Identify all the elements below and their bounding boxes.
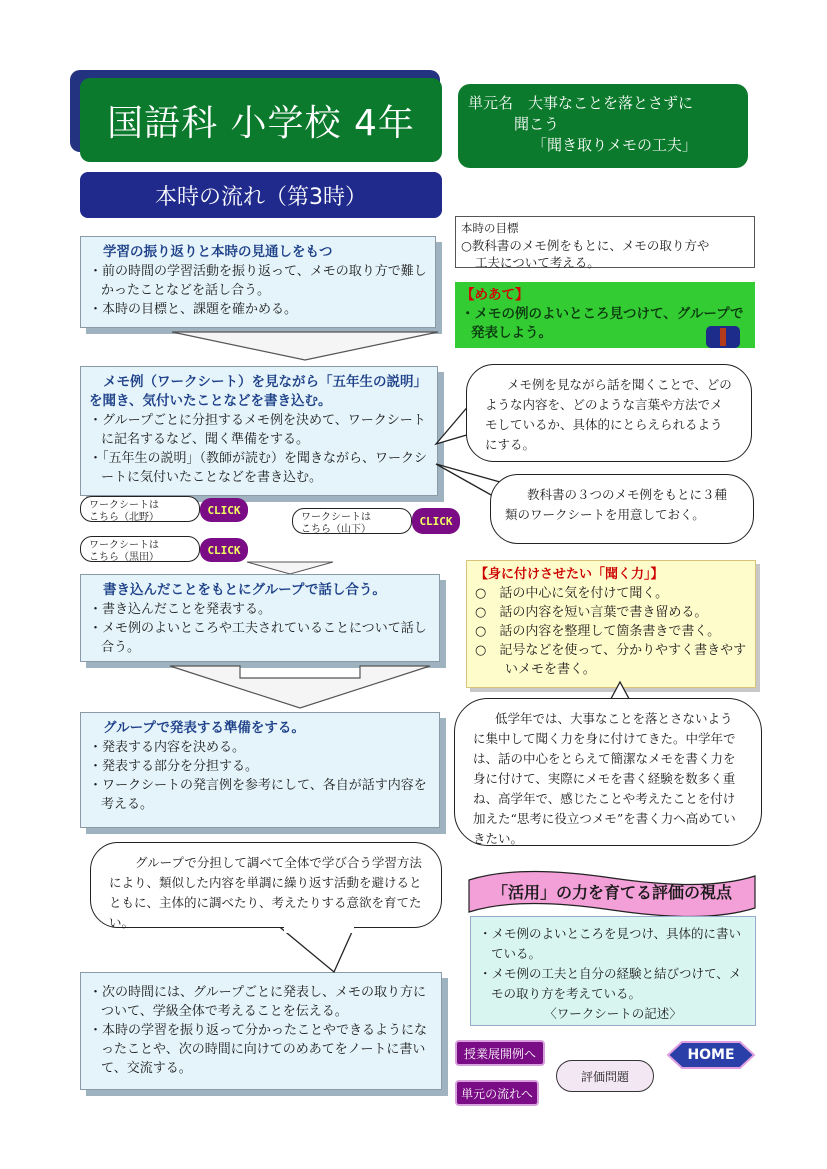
step-4-box: [80, 712, 440, 828]
lesson-example-button[interactable]: 授業展開例へ: [455, 1040, 545, 1066]
bubble-group-learning: グループで分担して調べて全体で学び合う学習方法により、類似した内容を単調に繰り返す活動を避けるとともに、主体的に調べたり、考えたりする意欲を育てたい。: [90, 842, 442, 928]
worksheet-label-text: ワークシートは: [89, 540, 159, 551]
step-item: ・グループごとに分担するメモ例を決めて、ワークシートに記名するなど、聞く準備をする。: [89, 413, 426, 447]
lesson-goal-title: 本時の目標: [461, 221, 519, 235]
worksheet-label-text: こちら（山下）: [301, 524, 371, 535]
worksheet-kitano-click-button[interactable]: CLICK: [200, 498, 248, 522]
lesson-goal-line: 工夫について考える。: [475, 255, 600, 270]
worksheet-label-text: こちら（黒田）: [89, 552, 159, 563]
listening-skill-item: ○ 記号などを使って、分かりやすく書きやすいメモを書く。: [475, 643, 747, 677]
step-item: ・メモ例のよいところや工夫されていることについて話し合う。: [89, 621, 427, 655]
unit-name-line2: 聞こう: [514, 115, 560, 133]
step-heading: 学習の振り返りと本時の見通しをもつ: [103, 244, 333, 260]
step-item: ・本時の学習を振り返って分かったことやできるようになったことや、次の時間に向けてのめあてをノートに書いて、交流する。: [89, 1023, 428, 1076]
unit-name-line3: 「聞き取りメモの工夫」: [532, 136, 698, 154]
meate-head: 【めあて】: [461, 287, 529, 303]
unit-name-line1: 単元名 大事なことを落とさずに: [468, 94, 694, 112]
book-icon: [706, 326, 740, 348]
flow-title: 本時の流れ（第3時）: [80, 172, 442, 218]
step-item: ・書き込んだことを発表する。: [89, 602, 272, 617]
worksheet-label-text: ワークシートは: [301, 512, 371, 523]
step-item: ・前の時間の学習活動を振り返って、メモの取り方で難しかったことなどを話し合う。: [89, 264, 427, 298]
step-heading: 書き込んだことをもとにグループで話し合う。: [103, 582, 386, 598]
unit-flow-button[interactable]: 単元の流れへ: [455, 1080, 539, 1106]
worksheet-yamashita-click-button[interactable]: CLICK: [412, 508, 460, 534]
evaluation-head: 「活用」の力を育てる評価の視点: [491, 883, 732, 902]
step-item: ・ワークシートの発言例を参考にして、各自が話す内容を考える。: [89, 778, 427, 812]
unit-name-box: [458, 84, 748, 168]
listening-skills-head: 【身に付けさせたい「聞く力」】: [475, 567, 664, 582]
page-title: 国語科 小学校 4年: [80, 78, 442, 162]
step-item: ・「五年生の説明」（教師が読む）を聞きながら、ワークシートに気付いたことなどを書き込む。: [89, 451, 428, 485]
lesson-goal-box: [455, 216, 755, 268]
listening-skill-item: ○ 話の中心に気を付けて聞く。: [475, 586, 669, 601]
step-item: ・発表する内容を決める。: [89, 740, 246, 755]
worksheet-label-text: ワークシートは: [89, 500, 159, 511]
bubble-worksheet-prep: 教科書の３つのメモ例をもとに３種類のワークシートを用意しておく。: [490, 474, 754, 544]
evaluation-note: 〈ワークシートの記述〉: [544, 1006, 682, 1021]
listening-skill-item: ○ 話の内容を整理して箇条書きで書く。: [475, 624, 721, 639]
bubble-tail-cover: [284, 923, 354, 933]
evaluation-body: [470, 916, 756, 1026]
worksheet-label-yamashita: [292, 508, 412, 534]
step-heading: メモ例（ワークシート）を見ながら「五年生の説明」を聞き、気付いたことなどを書き込む。: [89, 374, 427, 409]
worksheet-label-text: こちら（北野）: [89, 512, 159, 523]
listening-skills-box: [466, 560, 756, 688]
worksheet-label-kitano: [80, 496, 200, 522]
worksheet-kuroda-click-button[interactable]: CLICK: [200, 538, 248, 562]
worksheet-label-kuroda: [80, 536, 200, 562]
step-heading: グループで発表する準備をする。: [103, 720, 305, 736]
step-5-box: [80, 972, 442, 1090]
step-item: ・本時の目標と、課題を確かめる。: [89, 302, 298, 317]
down-arrow: [160, 664, 440, 710]
step-item: ・発表する部分を分担する。: [89, 759, 259, 774]
step-2-box: [80, 366, 438, 496]
evaluation-item: ・メモ例の工夫と自分の経験と結びつけて、メモの取り方を考えている。: [479, 966, 742, 1001]
listening-skill-item: ○ 話の内容を短い言葉で書き留める。: [475, 605, 708, 620]
bubble-grade-progression: 低学年では、大事なことを落とさないように集中して聞く力を身に付けてきた。中学年では、話の中心をとらえて簡潔なメモを書く力を身に付けて、実際にメモを書く経験を数多く重ね、高学年で、感じたことや考えたことを付け加えた“思考に役立つメモ”を書く力へ高めていきたい。: [454, 698, 762, 846]
down-arrow: [170, 330, 440, 362]
home-button[interactable]: HOME: [687, 1047, 735, 1063]
evaluation-problem-button[interactable]: 評価問題: [556, 1060, 654, 1092]
meate-body: ・メモの例のよいところ見つけて、グループで発表しよう。: [461, 306, 744, 341]
bubble-memo-example: メモ例を見ながら話を聞くことで、どのような内容を、どのような言葉や方法でメモしているか、具体的にとらえられるようにする。: [466, 364, 752, 462]
evaluation-item: ・メモ例のよいところを見つけ、具体的に書いている。: [479, 926, 742, 961]
step-item: ・次の時間には、グループごとに発表し、メモの取り方について、学級全体で考えることを伝える。: [89, 985, 426, 1019]
step-3-box: [80, 574, 440, 662]
step-1-box: [80, 236, 436, 328]
lesson-goal-line: ○教科書のメモ例をもとに、メモの取り方や: [461, 238, 710, 253]
